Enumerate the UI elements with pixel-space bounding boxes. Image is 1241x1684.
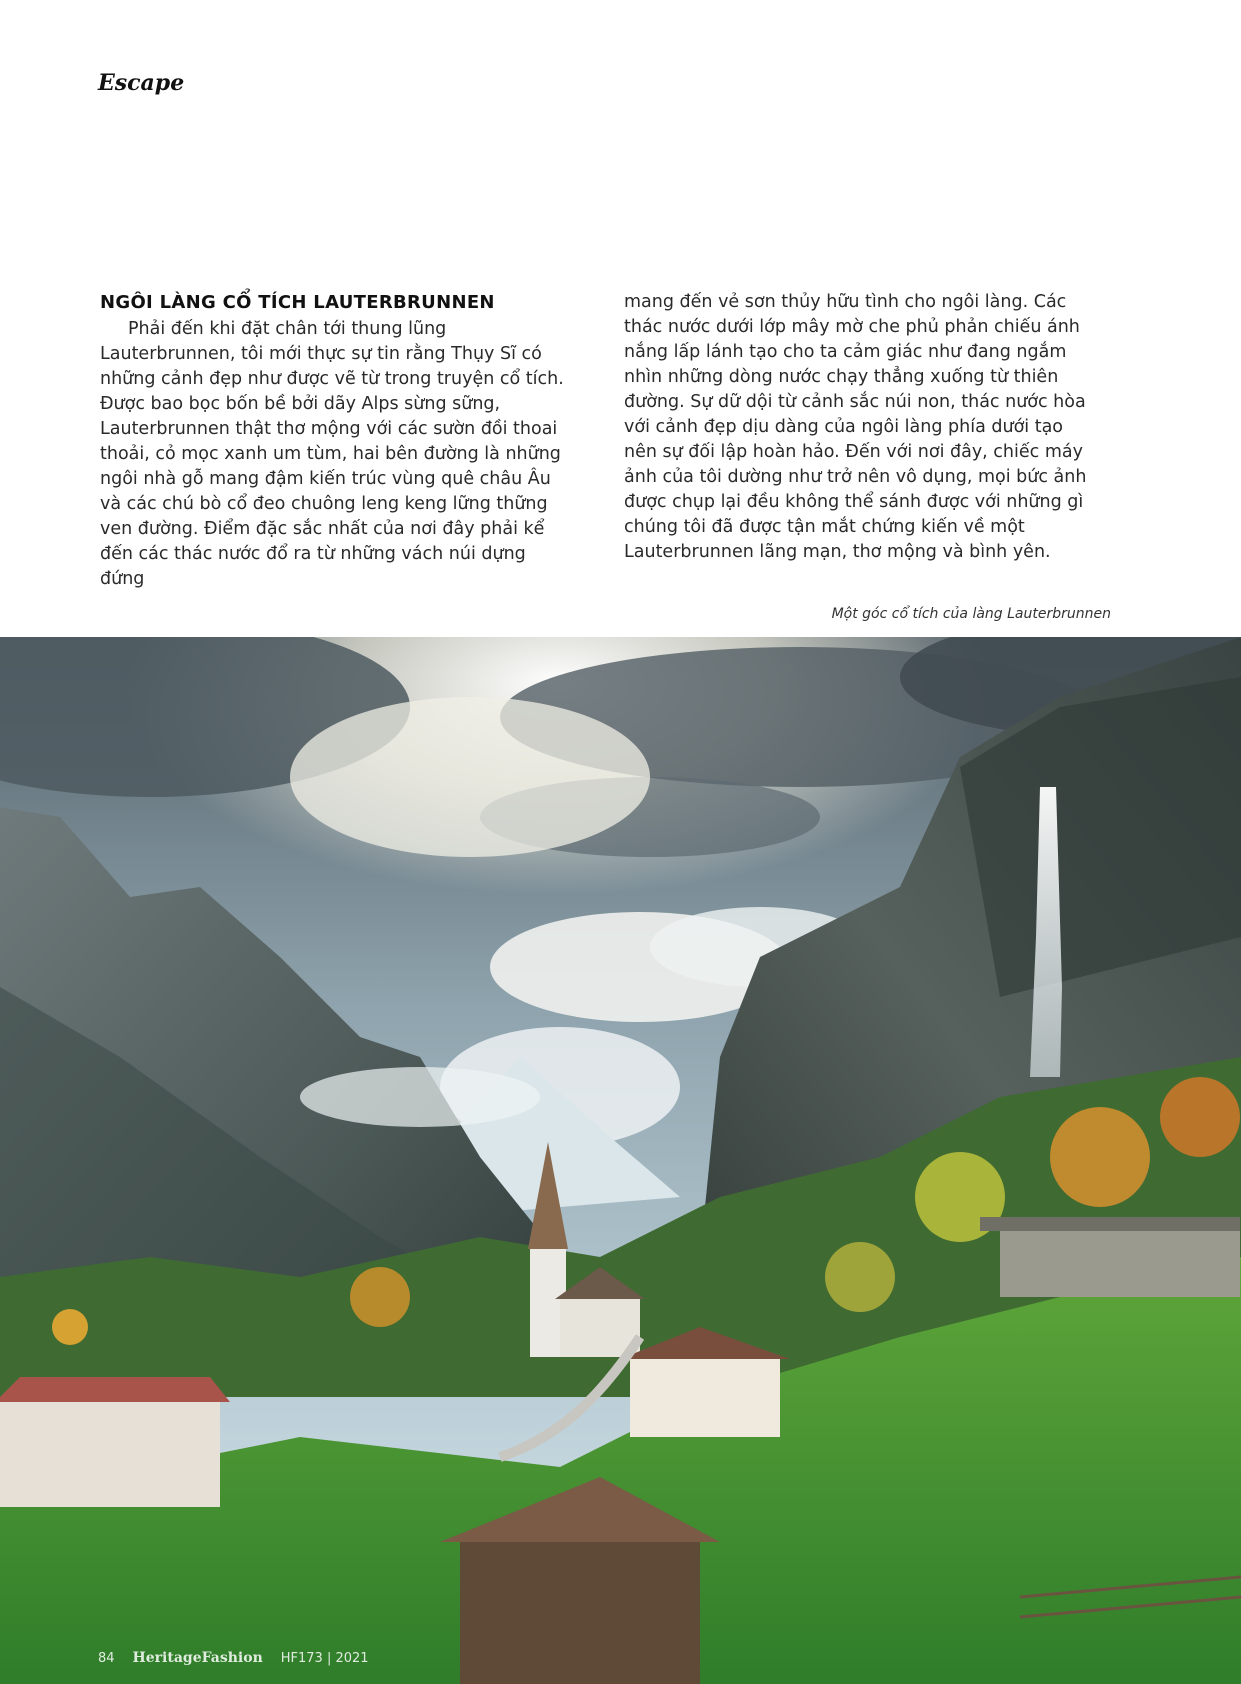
magazine-brand: HeritageFashion — [132, 1650, 263, 1666]
article-column-right — [624, 290, 1094, 565]
article-column-left — [100, 290, 570, 592]
section-label: Escape — [98, 70, 185, 96]
page-number: 84 — [98, 1651, 115, 1666]
article-heading: NGÔI LÀNG CỔ TÍCH LAUTERBRUNNEN — [100, 292, 495, 313]
photo-caption: Một góc cổ tích của làng Lauterbrunnen — [831, 606, 1111, 622]
page-footer — [98, 1650, 369, 1666]
article-body-right: mang đến vẻ sơn thủy hữu tình cho ngôi làng. Các thác nước dưới lớp mây mờ che phủ phản chiếu ánh nắng lấp lánh tạo cho ta cảm giác như đang ngắm nhìn những dòng nước chạy thẳng xuống từ thiên đường. Sự dữ dội từ cảnh sắc núi non, thác nước hòa với cảnh đẹp dịu dàng của ngôi làng phía dưới tạo nên sự đối lập hoàn hảo. Đến với nơi đây, chiếc máy ảnh của tôi dường như trở nên vô dụng, mọi bức ảnh được chụp lại đều không thể sánh được với những gì chúng tôi đã được tận mắt chứng kiến về một Lauterbrunnen lãng mạn, thơ mộng và bình yên. — [624, 292, 1087, 562]
landscape-photo — [0, 637, 1241, 1684]
article-body-left: Phải đến khi đặt chân tới thung lũng Lauterbrunnen, tôi mới thực sự tin rằng Thụy Sĩ có những cảnh đẹp như được vẽ từ trong truyện cổ tích. Được bao bọc bốn bề bởi dãy Alps sừng sững, Lauterbrunnen thật thơ mộng với các sườn đồi thoai thoải, cỏ mọc xanh um tùm, hai bên đường là những ngôi nhà gỗ mang đậm kiến trúc vùng quê châu Âu và các chú bò cổ đeo chuông leng keng lững thững ven đường. Điểm đặc sắc nhất của nơi đây phải kể đến các thác nước đổ ra từ những vách núi dựng đứng — [100, 319, 564, 589]
issue-info: HF173 | 2021 — [280, 1651, 369, 1666]
